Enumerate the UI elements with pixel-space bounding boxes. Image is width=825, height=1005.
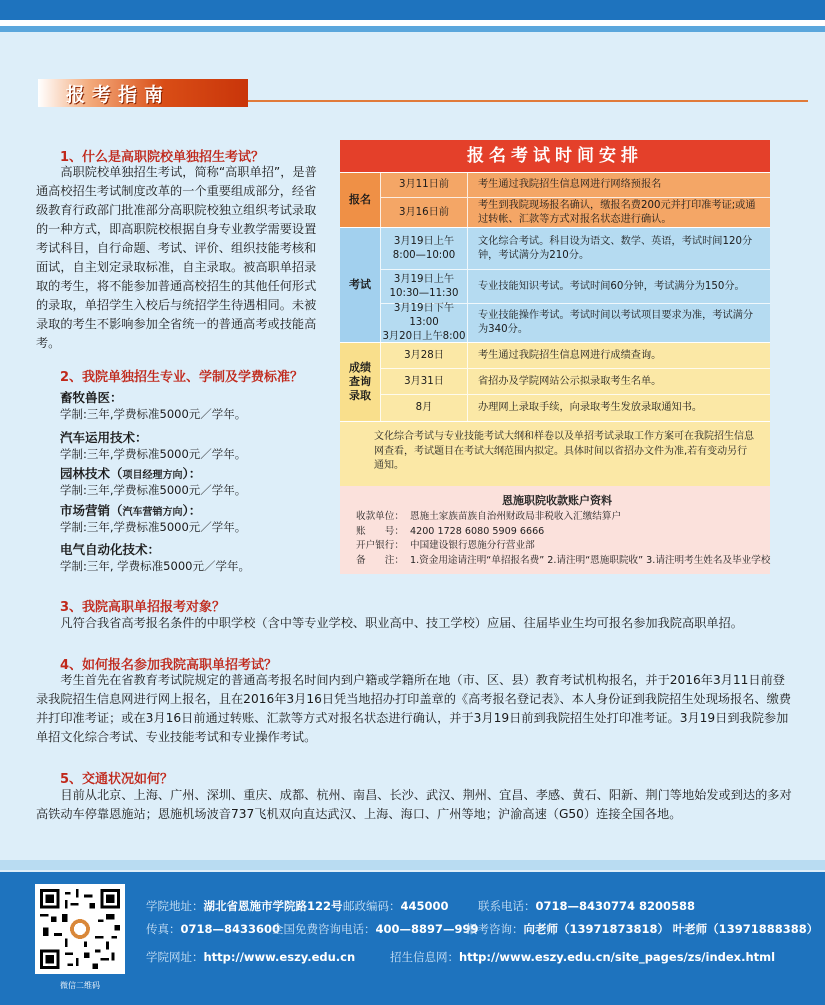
schedule-description: 省招办及学院网站公示拟录取考生名单。 <box>478 375 662 387</box>
website-label: 学院网址： <box>146 950 204 964</box>
schedule-row <box>380 228 770 270</box>
consult-label: 报考咨询： <box>466 922 524 936</box>
schedule-group-label: 成绩 查询 录取 <box>340 343 380 421</box>
schedule-row <box>380 343 770 369</box>
question-4-body: 考生首先在省教育考试院规定的普通高考报名时间内到户籍或学籍所在地（市、区、县）教育考试机构报名，并于2016年3月11日前登录我院招生信息网进行网上报名，且在2016年3月16日凭当地招办打印盖章的《高考报名登记表》、本人身份证到我院招生处现场报名、缴费并打印准考证；或在3月16日前通过转账、汇款等方式对报名状态进行确认，并于3月19日前到我院招生处打印准考证。3月19日到我院参加单招文化综合考试、专业技能考试和专业操作考试。 <box>36 673 792 744</box>
question-3-body: 凡符合我省高考报名条件的中职学校（含中等专业学校、职业高中、技工学校）应届、往届毕业生均可报名参加我院高职单招。 <box>60 616 743 630</box>
info-site-label: 招生信息网： <box>390 950 459 964</box>
consult-line <box>466 921 818 937</box>
exam-schedule-table <box>340 140 770 574</box>
schedule-row <box>380 198 770 227</box>
hotline-line <box>272 921 479 937</box>
account-line-key: 备 注： <box>356 554 404 566</box>
major-direction: 汽车营销方向 <box>122 507 183 518</box>
zip-line <box>343 898 449 914</box>
account-line <box>356 525 758 540</box>
schedule-description: 考生到我院现场报名确认，缴报名费200元并打印准考证;或通过转帐、汇款等方式对报名状态进行确认。 <box>478 199 756 225</box>
schedule-description: 专业技能操作考试。考试时间以考试项目要求为准，考试满分为340分。 <box>478 310 754 335</box>
major-title-tail: ）： <box>182 503 202 518</box>
account-line-value: 1.资金用途请注明“单招报名费” 2.请注明“恩施职院收” 3.请注明考生姓名及毕业学校 <box>410 554 771 566</box>
account-line <box>356 510 758 525</box>
account-line-key: 开户银行： <box>356 540 404 551</box>
major-title: 市场营销（ <box>60 503 123 518</box>
schedule-row <box>380 304 770 342</box>
account-line-value: 中国建设银行恩施分行营业部 <box>410 540 535 551</box>
schedule-date: 8月 <box>380 395 468 421</box>
major-fee: 学制:三年, 学费标准5000元／学年。 <box>60 559 250 573</box>
phone-line <box>478 898 695 914</box>
wechat-qr-code <box>35 884 125 974</box>
major-fee: 学制:三年,学费标准5000元／学年。 <box>60 407 247 421</box>
major-fee: 学制:三年,学费标准5000元／学年。 <box>60 520 247 534</box>
schedule-description: 专业技能知识考试。考试时间60分钟，考试满分为150分。 <box>478 280 745 292</box>
section-title: 报考指南 <box>66 84 171 106</box>
schedule-group <box>340 172 770 227</box>
schedule-description: 文化综合考试。科目设为语文、数学、英语，考试时间120分钟，考试满分为210分。 <box>478 235 753 261</box>
question-5-title: 5、交通状况如何？ <box>60 772 174 787</box>
major-title: 电气自动化技术： <box>60 542 161 557</box>
section-title-rule <box>248 100 808 102</box>
schedule-row <box>380 395 770 421</box>
qr-code-icon <box>40 889 120 969</box>
question-1-title: 1、什么是高职院校单独招生考试？ <box>60 150 265 165</box>
major-name <box>60 428 148 446</box>
phone-label: 联系电话： <box>478 899 536 913</box>
consult-teacher-2: 叶老师（13971888388） <box>672 922 819 936</box>
address-value: 湖北省恩施市学院路122号 <box>203 899 343 913</box>
account-line-value: 4200 1728 6080 5909 6666 <box>410 525 545 537</box>
footer-light-stripe <box>0 860 825 870</box>
major-title-tail: ）： <box>182 466 202 481</box>
info-site-link[interactable]: http://www.eszy.edu.cn/site_pages/zs/index.html <box>459 950 776 964</box>
major-title: 汽车运用技术： <box>60 430 148 445</box>
hotline-value: 400—8897—999 <box>375 922 479 936</box>
schedule-date: 3月19日上午 8:00—10:00 <box>380 228 468 269</box>
schedule-description: 考生通过我院招生信息网进行成绩查询。 <box>478 349 662 361</box>
phone-value: 0718—8430774 8200588 <box>535 899 696 913</box>
zip-label: 邮政编码： <box>343 899 401 913</box>
fax-value: 0718—8433600 <box>180 922 281 936</box>
major-name <box>60 464 201 482</box>
hotline-label: 全国免费咨询电话： <box>272 922 376 936</box>
schedule-note: 文化综合考试与专业技能考试大纲和样卷以及单招考试录取工作方案可在我院招生信息网查看，考试题目在考试大纲范围内拟定。具体时间以省招办文件为准,若有变动另行通知。 <box>340 421 770 486</box>
top-blue-bar <box>0 0 825 20</box>
major-name <box>60 540 160 558</box>
top-light-stripe <box>0 26 825 32</box>
info-site-line <box>390 949 775 965</box>
account-line-key: 收款单位： <box>356 511 404 522</box>
account-info <box>340 486 770 574</box>
schedule-row <box>380 369 770 395</box>
schedule-date: 3月11日前 <box>380 173 468 197</box>
account-line-value: 恩施土家族苗族自治州财政局非税收入汇缴结算户 <box>410 511 622 522</box>
schedule-date: 3月28日 <box>380 343 468 368</box>
account-line-key: 账 号： <box>356 525 404 537</box>
question-1-body: 高职院校单独招生考试，简称“高职单招”，是普通高校招生考试制度改革的一个重要组成部分，经省级教育行政部门批准部分高职院校独立组织考试录取的一种方式，即高职院校根据自身专业教学需要设置考试科目，自行命题、考试、评价、组织技能考核和面试，自主划定录取标准，自主录取。被高职单招录取的考生，将不能参加普通高校招生的其他任何形式的录取，单招学生入校后与统招学生待遇相同。未被录取的考生不影响参加全省统一的普通高考或技能高考。 <box>36 165 317 350</box>
major-fee: 学制:三年,学费标准5000元／学年。 <box>60 447 247 461</box>
account-line <box>356 554 771 569</box>
question-5-body: 目前从北京、上海、广州、深圳、重庆、成都、杭州、南昌、长沙、武汉、荆州、宜昌、孝感、黄石、阳新、荆门等地始发或到达的多对高铁动车停靠恩施站；恩施机场波音737飞机双向直达武汉、上海、海口、广州等地；沪渝高速（G50）连接全国各地。 <box>36 788 792 821</box>
address-line <box>146 898 343 914</box>
schedule-date: 3月19日下午13:00 3月20日上午8:00 <box>380 304 468 342</box>
fax-line <box>146 921 280 937</box>
schedule-group-label: 报名 <box>340 173 380 227</box>
major-name <box>60 501 201 519</box>
schedule-group-label: 考试 <box>340 228 380 342</box>
question-3-title: 3、我院高职单招报考对象？ <box>60 600 226 615</box>
schedule-date: 3月19日上午 10:30—11:30 <box>380 270 468 303</box>
question-4-title: 4、如何报名参加我院高职单招考试？ <box>60 658 278 673</box>
schedule-group <box>340 342 770 421</box>
schedule-group <box>340 227 770 342</box>
qr-caption: 微信二维码 <box>60 981 100 990</box>
schedule-description: 办理网上录取手续，向录取考生发放录取通知书。 <box>478 402 703 413</box>
website-line <box>146 949 355 965</box>
major-direction: 项目经理方向 <box>122 470 183 481</box>
account-line <box>356 539 758 554</box>
fax-label: 传真： <box>146 922 181 936</box>
major-title: 畜牧兽医： <box>60 390 123 405</box>
consult-teacher-1: 向老师（13971873818） <box>523 922 670 936</box>
zip-value: 445000 <box>400 899 449 913</box>
major-name <box>60 388 123 406</box>
schedule-date: 3月31日 <box>380 369 468 394</box>
schedule-date: 3月16日前 <box>380 198 468 227</box>
major-fee: 学制:三年,学费标准5000元／学年。 <box>60 483 247 497</box>
schedule-description: 考生通过我院招生信息网进行网络预报名 <box>478 179 662 190</box>
question-2-title: 2、我院单独招生专业、学制及学费标准？ <box>60 370 304 385</box>
schedule-title: 报名考试时间安排 <box>340 140 770 172</box>
account-title: 恩施职院收款账户资料 <box>502 494 612 507</box>
major-title: 园林技术（ <box>60 466 123 481</box>
schedule-row <box>380 270 770 304</box>
schedule-row <box>380 173 770 198</box>
address-label: 学院地址： <box>146 899 204 913</box>
website-link[interactable]: http://www.eszy.edu.cn <box>203 950 356 964</box>
